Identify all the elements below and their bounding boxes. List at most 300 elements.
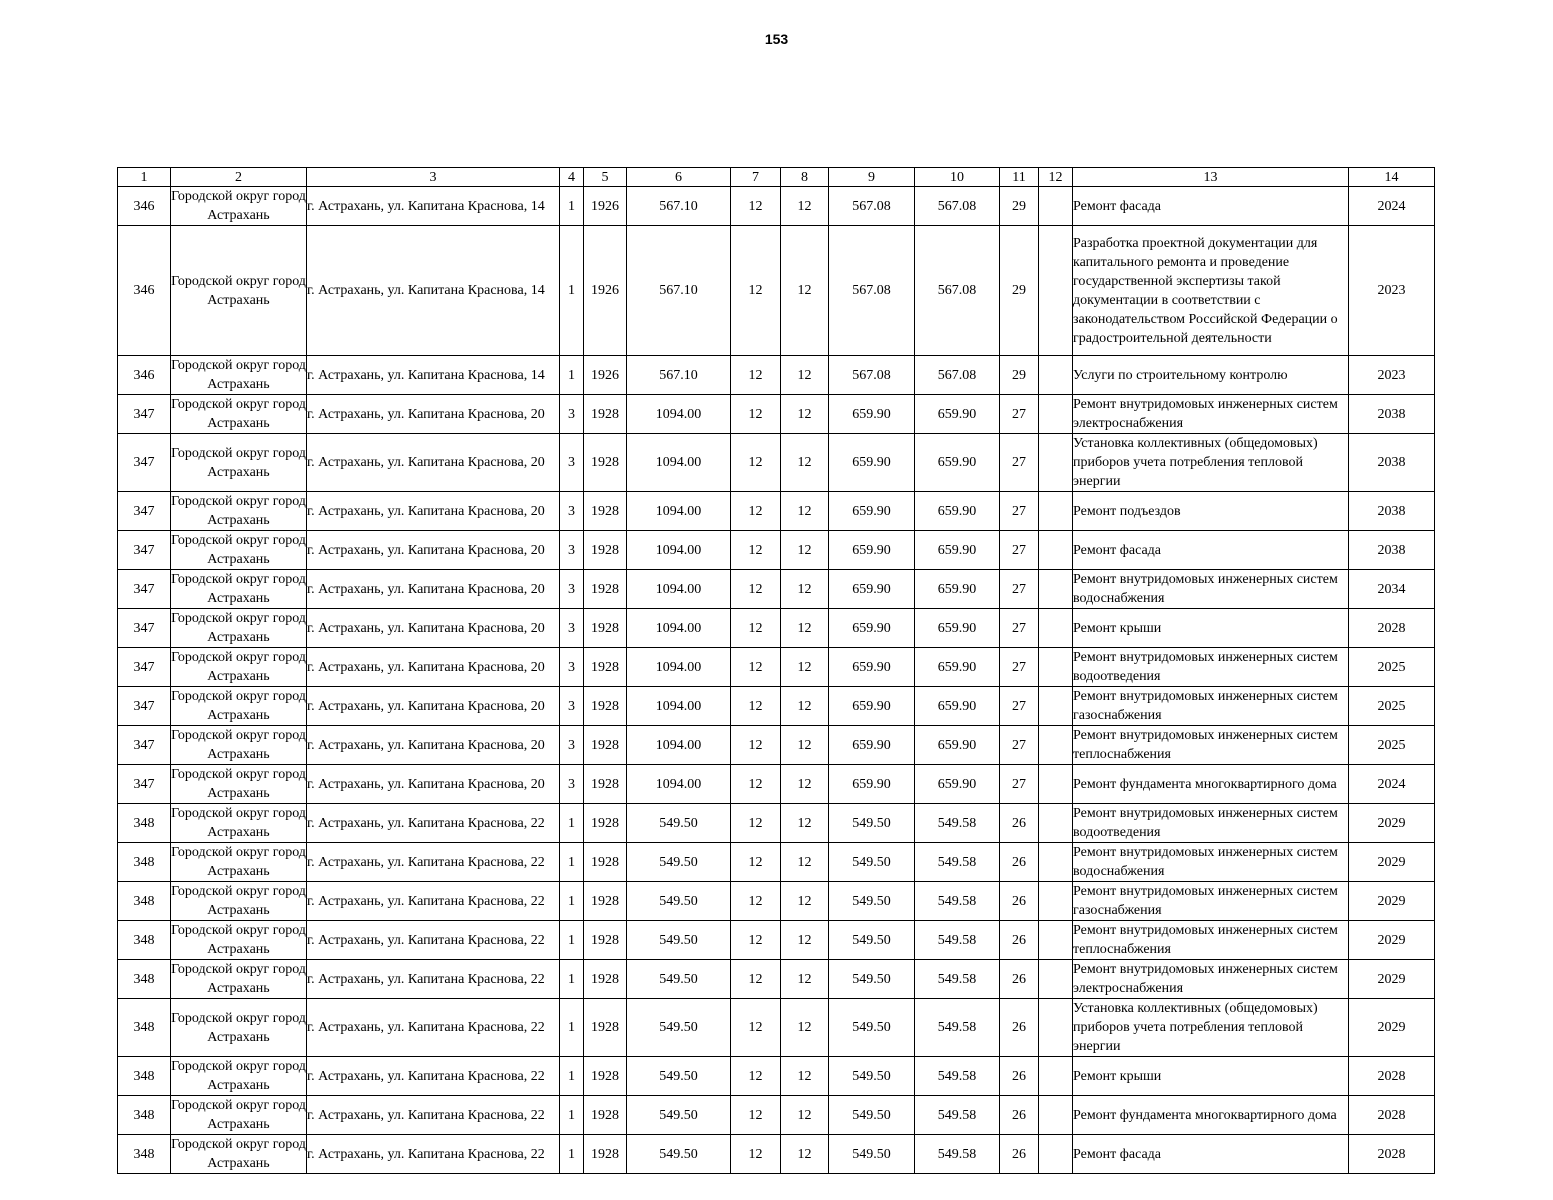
planned-year-cell: 2028	[1349, 609, 1435, 648]
row-number: 346	[118, 226, 171, 356]
row-number: 347	[118, 609, 171, 648]
col7-cell: 12	[731, 1057, 781, 1096]
table-row	[118, 726, 1435, 765]
total-area-cell: 549.50	[627, 882, 731, 921]
col10-cell: 549.58	[915, 882, 1000, 921]
col8-cell: 12	[781, 531, 829, 570]
col12-cell	[1039, 843, 1073, 882]
total-area-cell: 1094.00	[627, 531, 731, 570]
col7-cell: 12	[731, 804, 781, 843]
col9-cell: 659.90	[829, 395, 915, 434]
planned-year-cell: 2023	[1349, 226, 1435, 356]
planned-year-cell: 2029	[1349, 921, 1435, 960]
column-header-1: 1	[118, 168, 171, 187]
municipality-cell: Городской округ город Астрахань	[171, 187, 307, 226]
col12-cell	[1039, 531, 1073, 570]
col8-cell: 12	[781, 1135, 829, 1174]
year-built-cell: 1928	[584, 921, 627, 960]
col7-cell: 12	[731, 187, 781, 226]
address-cell: г. Астрахань, ул. Капитана Краснова, 22	[307, 921, 560, 960]
col7-cell: 12	[731, 921, 781, 960]
planned-year-cell: 2029	[1349, 999, 1435, 1057]
col11-cell: 27	[1000, 687, 1039, 726]
municipality-cell: Городской округ город Астрахань	[171, 999, 307, 1057]
col7-cell: 12	[731, 882, 781, 921]
col8-cell: 12	[781, 395, 829, 434]
col12-cell	[1039, 356, 1073, 395]
col10-cell: 549.58	[915, 921, 1000, 960]
column-header-8: 8	[781, 168, 829, 187]
total-area-cell: 549.50	[627, 1135, 731, 1174]
municipality-cell: Городской округ город Астрахань	[171, 226, 307, 356]
col9-cell: 549.50	[829, 1057, 915, 1096]
row-number: 348	[118, 882, 171, 921]
row-number: 347	[118, 726, 171, 765]
municipality-cell: Городской округ город Астрахань	[171, 1057, 307, 1096]
table-row	[118, 531, 1435, 570]
col8-cell: 12	[781, 226, 829, 356]
total-area-cell: 549.50	[627, 960, 731, 999]
year-built-cell: 1926	[584, 356, 627, 395]
year-built-cell: 1928	[584, 648, 627, 687]
col10-cell: 659.90	[915, 765, 1000, 804]
table-row	[118, 765, 1435, 804]
col7-cell: 12	[731, 609, 781, 648]
col7-cell: 12	[731, 395, 781, 434]
address-cell: г. Астрахань, ул. Капитана Краснова, 22	[307, 882, 560, 921]
col12-cell	[1039, 882, 1073, 921]
column-header-4: 4	[560, 168, 584, 187]
col11-cell: 26	[1000, 843, 1039, 882]
col7-cell: 12	[731, 1135, 781, 1174]
municipality-cell: Городской округ город Астрахань	[171, 882, 307, 921]
municipality-cell: Городской округ город Астрахань	[171, 921, 307, 960]
header-row	[118, 168, 1435, 187]
col7-cell: 12	[731, 434, 781, 492]
col11-cell: 27	[1000, 570, 1039, 609]
address-cell: г. Астрахань, ул. Капитана Краснова, 20	[307, 395, 560, 434]
work-type-cell: Ремонт крыши	[1073, 609, 1349, 648]
municipality-cell: Городской округ город Астрахань	[171, 1135, 307, 1174]
work-type-cell: Ремонт фундамента многоквартирного дома	[1073, 765, 1349, 804]
col11-cell: 27	[1000, 648, 1039, 687]
address-cell: г. Астрахань, ул. Капитана Краснова, 20	[307, 570, 560, 609]
work-type-cell: Услуги по строительному контролю	[1073, 356, 1349, 395]
year-built-cell: 1928	[584, 882, 627, 921]
col8-cell: 12	[781, 609, 829, 648]
planned-year-cell: 2038	[1349, 531, 1435, 570]
municipality-cell: Городской округ город Астрахань	[171, 395, 307, 434]
municipality-cell: Городской округ город Астрахань	[171, 609, 307, 648]
col8-cell: 12	[781, 1096, 829, 1135]
row-number: 348	[118, 1057, 171, 1096]
table-row	[118, 570, 1435, 609]
municipality-cell: Городской округ город Астрахань	[171, 843, 307, 882]
column-header-14: 14	[1349, 168, 1435, 187]
planned-year-cell: 2029	[1349, 804, 1435, 843]
year-built-cell: 1928	[584, 1135, 627, 1174]
col9-cell: 549.50	[829, 921, 915, 960]
col4-cell: 1	[560, 882, 584, 921]
col8-cell: 12	[781, 687, 829, 726]
total-area-cell: 1094.00	[627, 726, 731, 765]
row-number: 347	[118, 765, 171, 804]
planned-year-cell: 2038	[1349, 434, 1435, 492]
table-body	[118, 187, 1435, 1174]
planned-year-cell: 2025	[1349, 726, 1435, 765]
col8-cell: 12	[781, 999, 829, 1057]
row-number: 347	[118, 395, 171, 434]
row-number: 347	[118, 434, 171, 492]
column-header-7: 7	[731, 168, 781, 187]
col10-cell: 549.58	[915, 1057, 1000, 1096]
col9-cell: 549.50	[829, 960, 915, 999]
year-built-cell: 1926	[584, 226, 627, 356]
column-header-3: 3	[307, 168, 560, 187]
col4-cell: 1	[560, 999, 584, 1057]
table-row	[118, 226, 1435, 356]
table-row	[118, 921, 1435, 960]
work-type-cell: Установка коллективных (общедомовых) приборов учета потребления тепловой энергии	[1073, 999, 1349, 1057]
work-type-cell: Ремонт внутридомовых инженерных систем газоснабжения	[1073, 882, 1349, 921]
col7-cell: 12	[731, 687, 781, 726]
row-number: 347	[118, 687, 171, 726]
total-area-cell: 1094.00	[627, 492, 731, 531]
address-cell: г. Астрахань, ул. Капитана Краснова, 20	[307, 492, 560, 531]
address-cell: г. Астрахань, ул. Капитана Краснова, 22	[307, 960, 560, 999]
col8-cell: 12	[781, 843, 829, 882]
column-header-12: 12	[1039, 168, 1073, 187]
col9-cell: 567.08	[829, 187, 915, 226]
col10-cell: 659.90	[915, 492, 1000, 531]
address-cell: г. Астрахань, ул. Капитана Краснова, 20	[307, 765, 560, 804]
work-type-cell: Ремонт фасада	[1073, 187, 1349, 226]
total-area-cell: 567.10	[627, 356, 731, 395]
col10-cell: 659.90	[915, 395, 1000, 434]
col12-cell	[1039, 960, 1073, 999]
col9-cell: 659.90	[829, 492, 915, 531]
col4-cell: 1	[560, 1057, 584, 1096]
col4-cell: 3	[560, 395, 584, 434]
col9-cell: 549.50	[829, 804, 915, 843]
col8-cell: 12	[781, 648, 829, 687]
col11-cell: 26	[1000, 1135, 1039, 1174]
table-row	[118, 356, 1435, 395]
col12-cell	[1039, 648, 1073, 687]
col12-cell	[1039, 765, 1073, 804]
municipality-cell: Городской округ город Астрахань	[171, 804, 307, 843]
work-type-cell: Ремонт внутридомовых инженерных систем водоотведения	[1073, 648, 1349, 687]
year-built-cell: 1928	[584, 687, 627, 726]
col9-cell: 659.90	[829, 648, 915, 687]
total-area-cell: 549.50	[627, 843, 731, 882]
col4-cell: 1	[560, 1096, 584, 1135]
work-type-cell: Ремонт внутридомовых инженерных систем водоснабжения	[1073, 570, 1349, 609]
col11-cell: 27	[1000, 609, 1039, 648]
column-header-11: 11	[1000, 168, 1039, 187]
work-type-cell: Ремонт внутридомовых инженерных систем водоотведения	[1073, 804, 1349, 843]
col12-cell	[1039, 609, 1073, 648]
col10-cell: 659.90	[915, 434, 1000, 492]
planned-year-cell: 2029	[1349, 960, 1435, 999]
col8-cell: 12	[781, 570, 829, 609]
column-header-6: 6	[627, 168, 731, 187]
col11-cell: 29	[1000, 356, 1039, 395]
col11-cell: 26	[1000, 882, 1039, 921]
total-area-cell: 1094.00	[627, 687, 731, 726]
col4-cell: 1	[560, 843, 584, 882]
col8-cell: 12	[781, 726, 829, 765]
planned-year-cell: 2029	[1349, 843, 1435, 882]
col10-cell: 549.58	[915, 1135, 1000, 1174]
total-area-cell: 567.10	[627, 187, 731, 226]
column-header-9: 9	[829, 168, 915, 187]
col11-cell: 29	[1000, 226, 1039, 356]
planned-year-cell: 2028	[1349, 1135, 1435, 1174]
planned-year-cell: 2038	[1349, 395, 1435, 434]
address-cell: г. Астрахань, ул. Капитана Краснова, 22	[307, 999, 560, 1057]
col8-cell: 12	[781, 960, 829, 999]
col4-cell: 1	[560, 356, 584, 395]
col10-cell: 549.58	[915, 843, 1000, 882]
col10-cell: 659.90	[915, 648, 1000, 687]
col9-cell: 659.90	[829, 434, 915, 492]
col4-cell: 3	[560, 434, 584, 492]
col9-cell: 659.90	[829, 531, 915, 570]
year-built-cell: 1928	[584, 609, 627, 648]
year-built-cell: 1928	[584, 570, 627, 609]
col10-cell: 549.58	[915, 1096, 1000, 1135]
address-cell: г. Астрахань, ул. Капитана Краснова, 22	[307, 1057, 560, 1096]
col11-cell: 26	[1000, 1096, 1039, 1135]
work-type-cell: Ремонт фундамента многоквартирного дома	[1073, 1096, 1349, 1135]
col7-cell: 12	[731, 570, 781, 609]
address-cell: г. Астрахань, ул. Капитана Краснова, 20	[307, 531, 560, 570]
col10-cell: 659.90	[915, 726, 1000, 765]
column-header-2: 2	[171, 168, 307, 187]
col12-cell	[1039, 226, 1073, 356]
year-built-cell: 1928	[584, 804, 627, 843]
planned-year-cell: 2034	[1349, 570, 1435, 609]
col12-cell	[1039, 921, 1073, 960]
col8-cell: 12	[781, 765, 829, 804]
row-number: 346	[118, 187, 171, 226]
col12-cell	[1039, 570, 1073, 609]
planned-year-cell: 2024	[1349, 187, 1435, 226]
column-header-13: 13	[1073, 168, 1349, 187]
work-type-cell: Ремонт фасада	[1073, 1135, 1349, 1174]
page-number: 153	[764, 31, 789, 47]
col7-cell: 12	[731, 1096, 781, 1135]
col11-cell: 27	[1000, 395, 1039, 434]
total-area-cell: 549.50	[627, 804, 731, 843]
year-built-cell: 1928	[584, 843, 627, 882]
work-type-cell: Ремонт внутридомовых инженерных систем газоснабжения	[1073, 687, 1349, 726]
address-cell: г. Астрахань, ул. Капитана Краснова, 14	[307, 187, 560, 226]
year-built-cell: 1928	[584, 531, 627, 570]
row-number: 348	[118, 1096, 171, 1135]
col7-cell: 12	[731, 960, 781, 999]
col4-cell: 3	[560, 726, 584, 765]
municipality-cell: Городской округ город Астрахань	[171, 570, 307, 609]
column-header-10: 10	[915, 168, 1000, 187]
col12-cell	[1039, 395, 1073, 434]
work-type-cell: Ремонт внутридомовых инженерных систем электроснабжения	[1073, 395, 1349, 434]
municipality-cell: Городской округ город Астрахань	[171, 531, 307, 570]
col4-cell: 3	[560, 570, 584, 609]
col8-cell: 12	[781, 804, 829, 843]
total-area-cell: 1094.00	[627, 395, 731, 434]
work-type-cell: Ремонт крыши	[1073, 1057, 1349, 1096]
col7-cell: 12	[731, 726, 781, 765]
work-type-cell: Установка коллективных (общедомовых) приборов учета потребления тепловой энергии	[1073, 434, 1349, 492]
address-cell: г. Астрахань, ул. Капитана Краснова, 20	[307, 687, 560, 726]
municipality-cell: Городской округ город Астрахань	[171, 726, 307, 765]
planned-year-cell: 2028	[1349, 1057, 1435, 1096]
year-built-cell: 1926	[584, 187, 627, 226]
work-type-cell: Ремонт внутридомовых инженерных систем теплоснабжения	[1073, 921, 1349, 960]
total-area-cell: 1094.00	[627, 609, 731, 648]
col8-cell: 12	[781, 1057, 829, 1096]
col11-cell: 26	[1000, 804, 1039, 843]
row-number: 348	[118, 921, 171, 960]
planned-year-cell: 2023	[1349, 356, 1435, 395]
col9-cell: 549.50	[829, 1096, 915, 1135]
col12-cell	[1039, 1096, 1073, 1135]
row-number: 347	[118, 570, 171, 609]
table-row	[118, 1135, 1435, 1174]
col9-cell: 659.90	[829, 726, 915, 765]
table-row	[118, 960, 1435, 999]
work-type-cell: Ремонт внутридомовых инженерных систем водоснабжения	[1073, 843, 1349, 882]
col12-cell	[1039, 726, 1073, 765]
column-header-5: 5	[584, 168, 627, 187]
col9-cell: 549.50	[829, 882, 915, 921]
col10-cell: 549.58	[915, 960, 1000, 999]
col12-cell	[1039, 1135, 1073, 1174]
total-area-cell: 1094.00	[627, 570, 731, 609]
municipality-cell: Городской округ город Астрахань	[171, 960, 307, 999]
municipality-cell: Городской округ город Астрахань	[171, 687, 307, 726]
repair-schedule-table	[117, 167, 1435, 1174]
col8-cell: 12	[781, 492, 829, 531]
year-built-cell: 1928	[584, 1057, 627, 1096]
row-number: 348	[118, 999, 171, 1057]
col10-cell: 659.90	[915, 609, 1000, 648]
address-cell: г. Астрахань, ул. Капитана Краснова, 20	[307, 434, 560, 492]
row-number: 347	[118, 531, 171, 570]
col7-cell: 12	[731, 999, 781, 1057]
col11-cell: 27	[1000, 531, 1039, 570]
table-row	[118, 804, 1435, 843]
work-type-cell: Ремонт подъездов	[1073, 492, 1349, 531]
table-row	[118, 1096, 1435, 1135]
col4-cell: 3	[560, 609, 584, 648]
table-row	[118, 434, 1435, 492]
col10-cell: 549.58	[915, 804, 1000, 843]
table-row	[118, 187, 1435, 226]
col4-cell: 3	[560, 687, 584, 726]
row-number: 346	[118, 356, 171, 395]
col12-cell	[1039, 1057, 1073, 1096]
table-row	[118, 492, 1435, 531]
year-built-cell: 1928	[584, 999, 627, 1057]
municipality-cell: Городской округ город Астрахань	[171, 492, 307, 531]
municipality-cell: Городской округ город Астрахань	[171, 356, 307, 395]
total-area-cell: 549.50	[627, 999, 731, 1057]
col11-cell: 27	[1000, 434, 1039, 492]
total-area-cell: 1094.00	[627, 648, 731, 687]
col9-cell: 659.90	[829, 687, 915, 726]
total-area-cell: 1094.00	[627, 765, 731, 804]
col7-cell: 12	[731, 843, 781, 882]
col11-cell: 29	[1000, 187, 1039, 226]
work-type-cell: Разработка проектной документации для капитального ремонта и проведение государственной экспертизы такой документации в соответствии с законодательством Российской Федерации о градостроительной деятельности	[1073, 226, 1349, 356]
address-cell: г. Астрахань, ул. Капитана Краснова, 14	[307, 356, 560, 395]
col11-cell: 26	[1000, 921, 1039, 960]
col4-cell: 3	[560, 531, 584, 570]
work-type-cell: Ремонт фасада	[1073, 531, 1349, 570]
row-number: 348	[118, 1135, 171, 1174]
col4-cell: 3	[560, 648, 584, 687]
total-area-cell: 1094.00	[627, 434, 731, 492]
year-built-cell: 1928	[584, 726, 627, 765]
col10-cell: 659.90	[915, 531, 1000, 570]
municipality-cell: Городской округ город Астрахань	[171, 765, 307, 804]
col7-cell: 12	[731, 356, 781, 395]
year-built-cell: 1928	[584, 434, 627, 492]
year-built-cell: 1928	[584, 960, 627, 999]
col8-cell: 12	[781, 921, 829, 960]
col8-cell: 12	[781, 356, 829, 395]
col10-cell: 567.08	[915, 187, 1000, 226]
col11-cell: 27	[1000, 492, 1039, 531]
table-row	[118, 609, 1435, 648]
row-number: 347	[118, 648, 171, 687]
year-built-cell: 1928	[584, 765, 627, 804]
col12-cell	[1039, 187, 1073, 226]
col9-cell: 659.90	[829, 609, 915, 648]
col4-cell: 3	[560, 492, 584, 531]
planned-year-cell: 2025	[1349, 687, 1435, 726]
col9-cell: 549.50	[829, 999, 915, 1057]
col11-cell: 26	[1000, 960, 1039, 999]
row-number: 348	[118, 804, 171, 843]
col12-cell	[1039, 999, 1073, 1057]
col4-cell: 1	[560, 187, 584, 226]
total-area-cell: 567.10	[627, 226, 731, 356]
col4-cell: 1	[560, 960, 584, 999]
col12-cell	[1039, 804, 1073, 843]
col4-cell: 3	[560, 765, 584, 804]
col8-cell: 12	[781, 434, 829, 492]
col9-cell: 567.08	[829, 226, 915, 356]
total-area-cell: 549.50	[627, 921, 731, 960]
col7-cell: 12	[731, 531, 781, 570]
municipality-cell: Городской округ город Астрахань	[171, 648, 307, 687]
col7-cell: 12	[731, 492, 781, 531]
work-type-cell: Ремонт внутридомовых инженерных систем электроснабжения	[1073, 960, 1349, 999]
col11-cell: 27	[1000, 765, 1039, 804]
col7-cell: 12	[731, 648, 781, 687]
col10-cell: 549.58	[915, 999, 1000, 1057]
planned-year-cell: 2029	[1349, 882, 1435, 921]
address-cell: г. Астрахань, ул. Капитана Краснова, 20	[307, 648, 560, 687]
col9-cell: 549.50	[829, 843, 915, 882]
col4-cell: 1	[560, 921, 584, 960]
col8-cell: 12	[781, 187, 829, 226]
planned-year-cell: 2028	[1349, 1096, 1435, 1135]
